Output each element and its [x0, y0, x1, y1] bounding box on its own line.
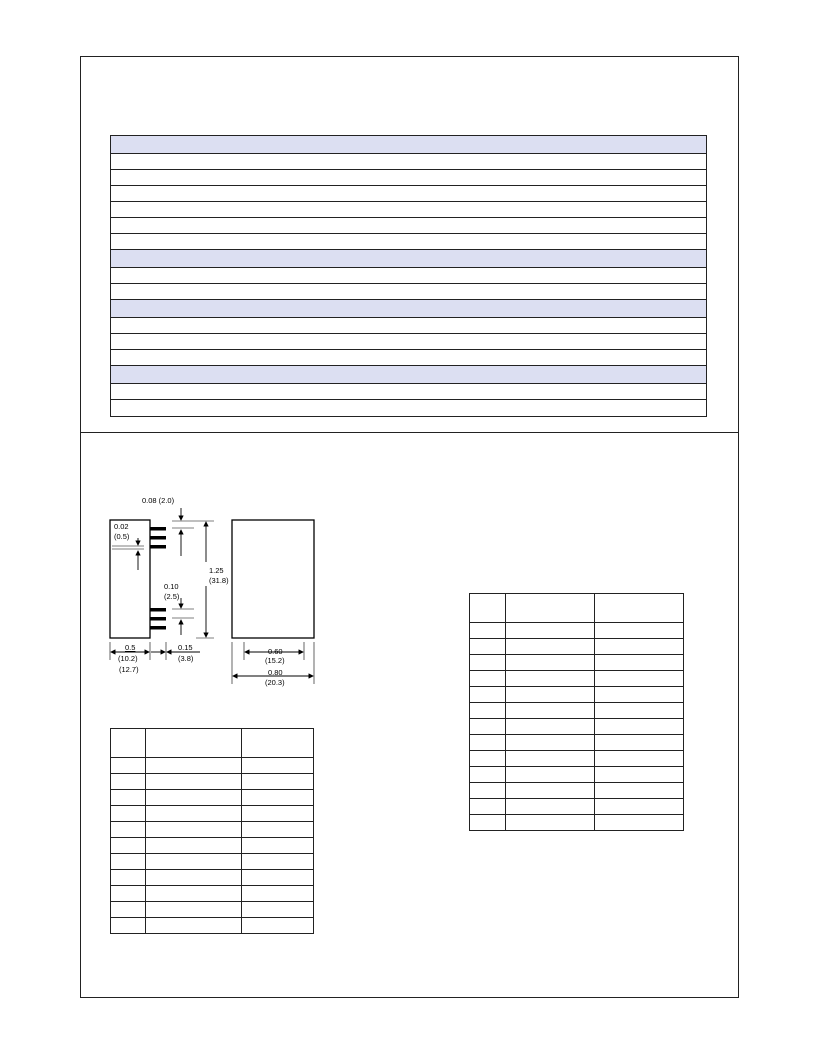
- table-row: [111, 886, 314, 902]
- pin: [150, 536, 166, 540]
- table-row: [111, 822, 314, 838]
- table-row: [111, 806, 314, 822]
- section-header-row: [111, 250, 706, 268]
- pin: [150, 608, 166, 612]
- section-header-row: [111, 366, 706, 384]
- dim-inner-width-label: 0.60: [268, 647, 283, 656]
- table-header-row: [470, 594, 684, 623]
- table-row: [470, 639, 684, 655]
- table-row: [111, 400, 706, 416]
- table-row: [111, 774, 314, 790]
- dim-pin-width-label: 0.02: [114, 522, 129, 531]
- table-row: [470, 799, 684, 815]
- table-row: [111, 838, 314, 854]
- dim-height-mm-label: (31.8): [209, 576, 229, 585]
- dim-inner-width-mm-label: (15.2): [265, 656, 285, 665]
- pin: [150, 527, 166, 531]
- table-row: [470, 815, 684, 831]
- dim-outer-width-label: 0.80: [268, 668, 283, 677]
- table-row: [111, 170, 706, 186]
- table-row: [111, 284, 706, 300]
- table-row: [470, 767, 684, 783]
- table-row: [111, 790, 314, 806]
- dim-depth-mm-label: (10.2): [118, 654, 138, 663]
- dim-pin-length-mm-label: (3.8): [178, 654, 194, 663]
- section-header-row: [111, 136, 706, 154]
- dim-depth-mm2-label: (12.7): [119, 665, 139, 674]
- dim-height-label: 1.25: [209, 566, 224, 575]
- table-row: [111, 154, 706, 170]
- pin-table-right: [469, 593, 684, 831]
- table-row: [470, 751, 684, 767]
- table-header-row: [111, 729, 314, 758]
- table-row: [111, 202, 706, 218]
- table-row: [470, 671, 684, 687]
- dim-pitch-label: 0.10: [164, 582, 179, 591]
- table-row: [111, 854, 314, 870]
- table-row: [470, 719, 684, 735]
- table-row: [470, 655, 684, 671]
- table-row: [111, 334, 706, 350]
- front-view-body: [232, 520, 314, 638]
- table-row: [470, 623, 684, 639]
- table-row: [111, 870, 314, 886]
- table-row: [470, 735, 684, 751]
- table-row: [470, 703, 684, 719]
- specification-table: [110, 135, 707, 417]
- table-row: [111, 268, 706, 284]
- table-row: [470, 783, 684, 799]
- table-row: [111, 218, 706, 234]
- pin: [150, 545, 166, 549]
- dim-pin-width-mm-label: (0.5): [114, 532, 130, 541]
- mechanical-drawing: [100, 485, 330, 690]
- table-row: [111, 902, 314, 918]
- pin-table-left: [110, 728, 314, 934]
- dim-pin-length-label: 0.15: [178, 643, 193, 652]
- table-row: [111, 918, 314, 934]
- table-row: [111, 350, 706, 366]
- table-row: [111, 234, 706, 250]
- section-header-row: [111, 300, 706, 318]
- dim-depth-label: 0.5: [125, 643, 136, 652]
- table-row: [111, 758, 314, 774]
- dim-top-label: 0.08 (2.0): [142, 496, 175, 505]
- dim-outer-width-mm-label: (20.3): [265, 678, 285, 687]
- pin: [150, 617, 166, 621]
- table-row: [470, 687, 684, 703]
- dim-pitch-mm-label: (2.5): [164, 592, 180, 601]
- table-row: [111, 384, 706, 400]
- table-row: [111, 186, 706, 202]
- pin: [150, 626, 166, 630]
- table-row: [111, 318, 706, 334]
